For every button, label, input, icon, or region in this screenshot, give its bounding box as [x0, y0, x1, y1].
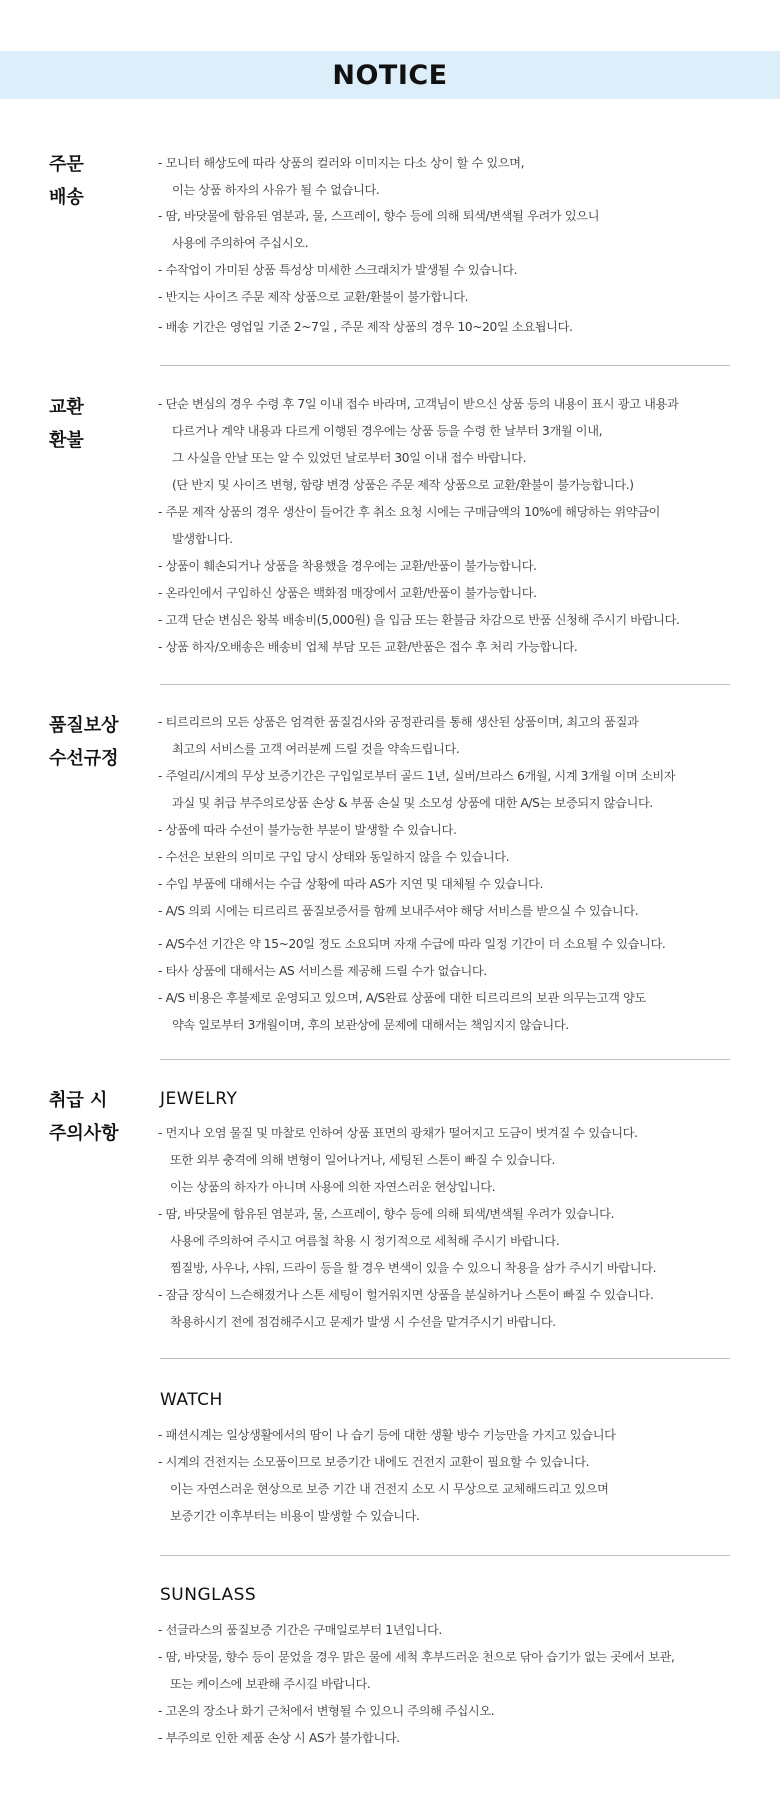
jewelry-line: - 먼지나 오염 물질 및 마찰로 인하여 상품 표면의 광채가 떨어지고 도금이 벗겨질 수 있습니다.: [158, 1126, 638, 1140]
sunglass-line: - 고온의 장소나 화기 근처에서 변형될 수 있으니 주의해 주십시오.: [158, 1704, 495, 1718]
page-title: NOTICE: [332, 59, 448, 91]
quality-repair-line: - 타사 상품에 대해서는 AS 서비스를 제공해 드릴 수가 없습니다.: [158, 964, 487, 978]
quality-repair-line: 약속 일로부터 3개월이며, 후의 보관상에 문제에 대해서는 책임지지 않습니다.: [172, 1018, 569, 1032]
exchange-refund-line: - 온라인에서 구입하신 상품은 백화점 매장에서 교환/반품이 불가능합니다.: [158, 586, 537, 600]
section-divider: [160, 1358, 730, 1359]
exchange-refund-line: 그 사실을 안날 또는 알 수 있었던 날로부터 30일 이내 접수 바랍니다.: [172, 451, 527, 465]
sunglass-line: - 부주의로 인한 제품 손상 시 AS가 불가합니다.: [158, 1731, 400, 1745]
section-divider: [160, 365, 730, 366]
watch-line: 보증기간 이후부터는 비용이 발생할 수 있습니다.: [170, 1509, 420, 1523]
notice-banner: [0, 51, 780, 99]
sunglass-line: 또는 케이스에 보관해 주시길 바랍니다.: [170, 1677, 371, 1691]
exchange-refund-line: 다르거나 계약 내용과 다르게 이행된 경우에는 상품 등을 수령 한 날부터 3개월 이내,: [172, 424, 603, 438]
exchange-refund-line: (단 반지 및 사이즈 변형, 함량 변경 상품은 주문 제작 상품으로 교환/환불이 불가능합니다.): [172, 478, 634, 492]
order-delivery-line: 이는 상품 하자의 사유가 될 수 없습니다.: [172, 183, 380, 197]
watch-heading: WATCH: [160, 1390, 223, 1410]
quality-repair-title-1: 품질보상: [49, 715, 119, 736]
jewelry-line: - 잠금 장식이 느슨해졌거나 스톤 세팅이 헐거워지면 상품을 분실하거나 스톤이 빠질 수 있습니다.: [158, 1288, 654, 1302]
order-delivery-title-2: 배송: [49, 187, 84, 208]
jewelry-line: 찜질방, 사우나, 샤워, 드라이 등을 할 경우 변색이 있을 수 있으니 착용을 삼가 주시기 바랍니다.: [170, 1261, 657, 1275]
order-delivery-line: - 반지는 사이즈 주문 제작 상품으로 교환/환불이 불가합니다.: [158, 290, 469, 304]
quality-repair-line: - 주얼리/시계의 무상 보증기간은 구입일로부터 골드 1년, 실버/브라스 6개월, 시계 3개월 이며 소비자: [158, 769, 676, 783]
quality-repair-line: - 상품에 따라 수선이 불가능한 부분이 발생할 수 있습니다.: [158, 823, 457, 837]
order-delivery-line: - 모니터 해상도에 따라 상품의 컬러와 이미지는 다소 상이 할 수 있으며,: [158, 156, 525, 170]
watch-line: 이는 자연스러운 현상으로 보증 기간 내 건전지 소모 시 무상으로 교체해드리고 있으며: [170, 1482, 609, 1496]
section-divider: [160, 1555, 730, 1556]
order-delivery-line: - 배송 기간은 영업일 기준 2~7일 , 주문 제작 상품의 경우 10~20일 소요됩니다.: [158, 320, 573, 334]
quality-repair-line: - 수입 부품에 대해서는 수급 상황에 따라 AS가 지연 및 대체될 수 있습니다.: [158, 877, 544, 891]
exchange-refund-line: - 주문 제작 상품의 경우 생산이 들어간 후 취소 요청 시에는 구매금액의 10%에 해당하는 위약금이: [158, 505, 661, 519]
quality-repair-line: - A/S 의뢰 시에는 티르리르 품질보증서를 함께 보내주셔야 해당 서비스를 받으실 수 있습니다.: [158, 904, 639, 918]
sunglass-heading: SUNGLASS: [160, 1585, 257, 1605]
order-delivery-line: - 수작업이 가미된 상품 특성상 미세한 스크래치가 발생될 수 있습니다.: [158, 263, 518, 277]
quality-repair-line: - 티르리르의 모든 상품은 엄격한 품질검사와 공정관리를 통해 생산된 상품이며, 최고의 품질과: [158, 715, 639, 729]
exchange-refund-line: - 상품 하자/오배송은 배송비 업체 부담 모든 교환/반품은 접수 후 처리 가능합니다.: [158, 640, 578, 654]
jewelry-line: 사용에 주의하여 주시고 여름철 착용 시 정기적으로 세척해 주시기 바랍니다.: [170, 1234, 560, 1248]
quality-repair-line: - 수선은 보완의 의미로 구입 당시 상태와 동일하지 않을 수 있습니다.: [158, 850, 510, 864]
quality-repair-line: 과실 및 취급 부주의로상품 손상 & 부품 손실 및 소모성 상품에 대한 A/S는 보증되지 않습니다.: [172, 796, 653, 810]
jewelry-line: 이는 상품의 하자가 아니며 사용에 의한 자연스러운 현상입니다.: [170, 1180, 496, 1194]
quality-repair-line: - A/S수선 기간은 약 15~20일 정도 소요되며 자재 수급에 따라 일정 기간이 더 소요될 수 있습니다.: [158, 937, 666, 951]
exchange-refund-title-2: 환불: [49, 430, 84, 451]
section-divider: [160, 684, 730, 685]
order-delivery-line: 사용에 주의하여 주십시오.: [172, 236, 309, 250]
sunglass-line: - 선글라스의 품질보증 기간은 구매일로부터 1년입니다.: [158, 1623, 442, 1637]
jewelry-line: 또한 외부 충격에 의해 변형이 일어나거나, 세팅된 스톤이 빠질 수 있습니다.: [170, 1153, 555, 1167]
watch-line: - 패션시계는 일상생활에서의 땀이 나 습기 등에 대한 생활 방수 기능만을 가지고 있습니다: [158, 1428, 616, 1442]
care-title-1: 취급 시: [49, 1090, 108, 1111]
exchange-refund-line: - 고객 단순 변심은 왕복 배송비(5,000원) 을 입금 또는 환불금 차감으로 반품 신청해 주시기 바랍니다.: [158, 613, 680, 627]
care-title-2: 주의사항: [49, 1123, 119, 1144]
order-delivery-title-1: 주문: [49, 154, 84, 175]
section-divider: [160, 1059, 730, 1060]
exchange-refund-title-1: 교환: [49, 397, 84, 418]
exchange-refund-line: - 단순 변심의 경우 수령 후 7일 이내 접수 바라며, 고객님이 받으신 상품 등의 내용이 표시 광고 내용과: [158, 397, 679, 411]
exchange-refund-line: 발생합니다.: [172, 532, 233, 546]
order-delivery-line: - 땀, 바닷물에 함유된 염분과, 물, 스프레이, 향수 등에 의해 퇴색/변색될 우려가 있으니: [158, 209, 600, 223]
jewelry-line: - 땀, 바닷물에 함유된 염분과, 물, 스프레이, 향수 등에 의해 퇴색/변색될 우려가 있습니다.: [158, 1207, 615, 1221]
quality-repair-line: - A/S 비용은 후불제로 운영되고 있으며, A/S완료 상품에 대한 티르리르의 보관 의무는고객 양도: [158, 991, 646, 1005]
exchange-refund-line: - 상품이 훼손되거나 상품을 착용했을 경우에는 교환/반품이 불가능합니다.: [158, 559, 537, 573]
jewelry-line: 착용하시기 전에 점검해주시고 문제가 발생 시 수선을 맡겨주시기 바랍니다.: [170, 1315, 556, 1329]
jewelry-heading: JEWELRY: [160, 1089, 238, 1109]
sunglass-line: - 땀, 바닷물, 향수 등이 묻었을 경우 맑은 물에 세척 후부드러운 천으로 닦아 습기가 없는 곳에서 보관,: [158, 1650, 675, 1664]
quality-repair-line: 최고의 서비스를 고객 여러분께 드릴 것을 약속드립니다.: [172, 742, 460, 756]
quality-repair-title-2: 수선규정: [49, 748, 119, 769]
watch-line: - 시계의 건전지는 소모품이므로 보증기간 내에도 건전지 교환이 필요할 수 있습니다.: [158, 1455, 590, 1469]
